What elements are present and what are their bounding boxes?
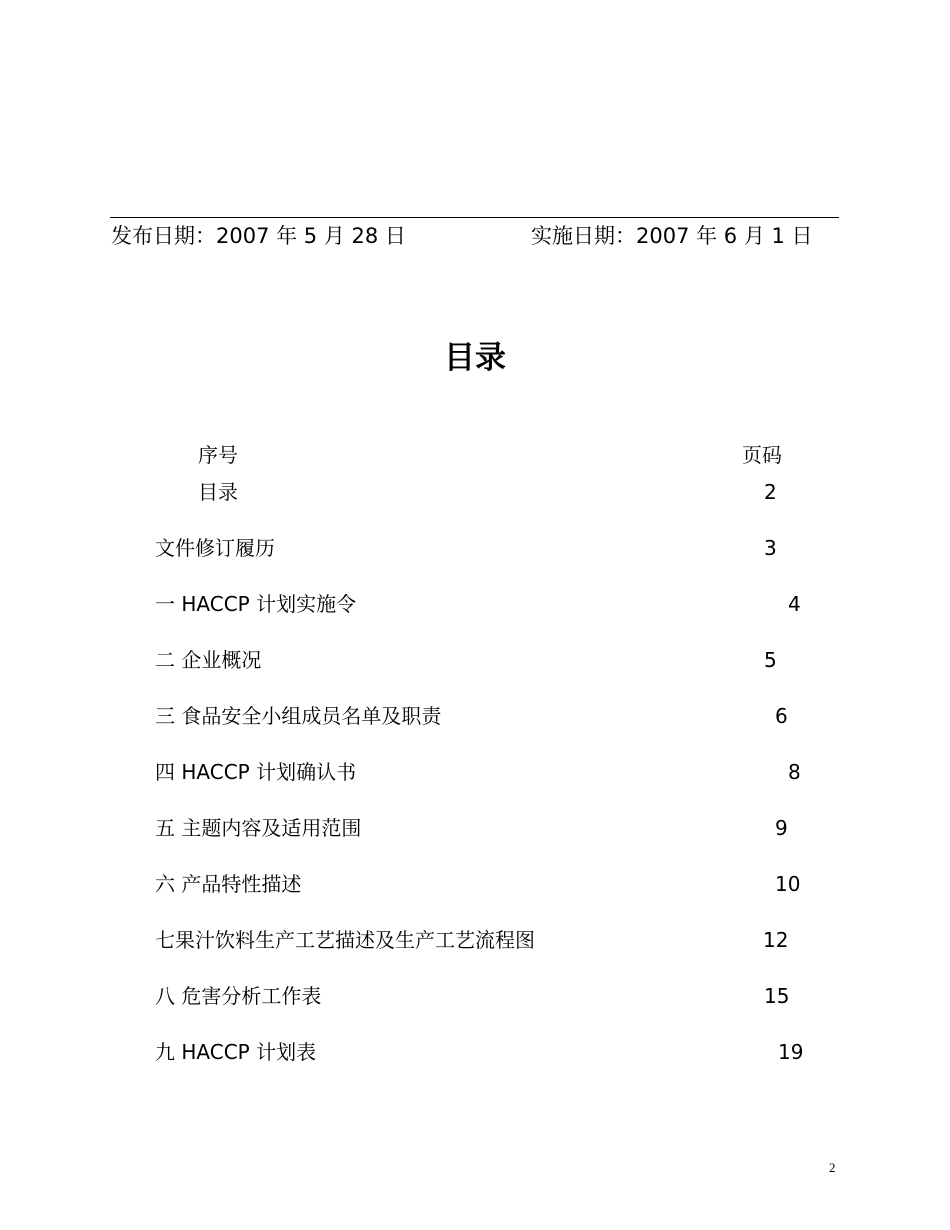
toc-entry-page: 3: [764, 536, 777, 560]
toc-entry-title: 七果汁饮料生产工艺描述及生产工艺流程图: [155, 928, 535, 952]
toc-entry-title: 六 产品特性描述: [155, 872, 302, 896]
toc-entry-title: 二 企业概况: [155, 648, 262, 672]
toc-entry-page: 4: [788, 592, 801, 616]
toc-entry-title: 文件修订履历: [155, 536, 275, 560]
toc-entry-page: 2: [764, 480, 777, 504]
toc-entry-page: 6: [775, 704, 788, 728]
publish-date: 发布日期：2007 年 5 月 28 日: [111, 224, 406, 248]
toc-entry-page: 12: [763, 928, 789, 952]
toc-entry-title: 一 HACCP 计划实施令: [155, 592, 357, 616]
toc-entry-title: 九 HACCP 计划表: [155, 1040, 317, 1064]
toc-entry-page: 19: [778, 1040, 804, 1064]
toc-column-header-seq: 序号: [198, 443, 238, 467]
header-rule: [110, 217, 839, 218]
toc-entry-title: 四 HACCP 计划确认书: [155, 760, 357, 784]
toc-entry-title: 八 危害分析工作表: [155, 984, 322, 1008]
toc-entry-page: 9: [775, 816, 788, 840]
toc-entry-page: 8: [788, 760, 801, 784]
toc-entry-title: 目录: [198, 480, 238, 504]
toc-column-header-page: 页码: [742, 443, 782, 467]
effective-date: 实施日期：2007 年 6 月 1 日: [531, 224, 813, 248]
toc-entry-page: 5: [764, 648, 777, 672]
toc-entry-title: 三 食品安全小组成员名单及职责: [155, 704, 442, 728]
footer-page-number: 2: [829, 1160, 836, 1175]
toc-entry-page: 10: [775, 872, 801, 896]
toc-entry-page: 15: [764, 984, 790, 1008]
toc-entry-title: 五 主题内容及适用范围: [155, 816, 362, 840]
toc-title: 目录: [444, 340, 506, 376]
